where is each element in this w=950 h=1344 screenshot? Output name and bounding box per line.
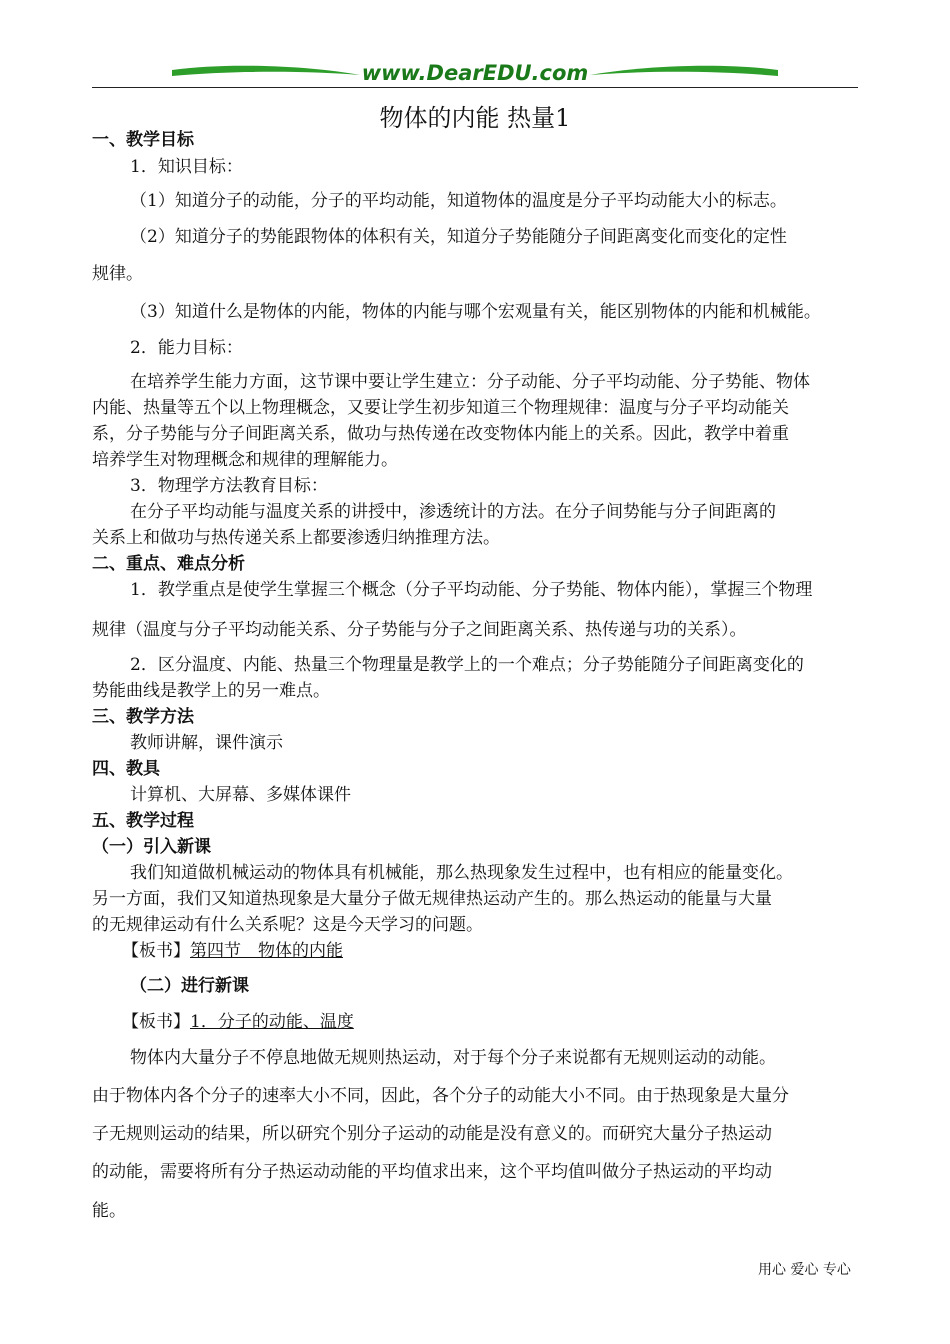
page-footer: 用心 爱心 专心 (758, 1262, 851, 1278)
ability-goal-line2: 内能、热量等五个以上物理概念，又要让学生初步知道三个物理规律：温度与分子平均动能关 (92, 398, 789, 418)
knowledge-goal-2-line2: 规律。 (92, 264, 143, 284)
section-heading-objectives: 一、教学目标 (92, 130, 194, 150)
knowledge-goal-2-line1: （2）知道分子的势能跟物体的体积有关，知道分子势能随分子间距离变化而变化的定性 (130, 227, 787, 247)
lesson-para-line2: 由于物体内各个分子的速率大小不同，因此，各个分子的动能大小不同。由于热现象是大量分 (92, 1086, 789, 1106)
dearedu-logo (170, 58, 780, 88)
keypoint-2-line2: 势能曲线是教学上的另一难点。 (92, 681, 330, 701)
logo-left-swoosh (172, 66, 360, 76)
methods-text: 教师讲解，课件演示 (130, 733, 283, 753)
intro-line1: 我们知道做机械运动的物体具有机械能，那么热现象发生过程中，也有相应的能量变化。 (130, 863, 793, 883)
method-goal-line2: 关系上和做功与热传递关系上都要渗透归纳推理方法。 (92, 528, 500, 548)
knowledge-goal-label: 1．知识目标： (130, 157, 243, 177)
ability-goal-line1: 在培养学生能力方面，这节课中要让学生建立：分子动能、分子平均动能、分子势能、物体 (130, 372, 810, 392)
knowledge-goal-3: （3）知道什么是物体的内能，物体的内能与哪个宏观量有关，能区别物体的内能和机械能。 (130, 302, 821, 322)
board-note-1 (122, 939, 343, 963)
keypoint-2-line1: 2．区分温度、内能、热量三个物理量是教学上的一个难点；分子势能随分子间距离变化的 (130, 655, 804, 675)
subheading-new-lesson: （二）进行新课 (130, 976, 249, 996)
board-tag: 【板书】 (122, 1012, 190, 1032)
ability-goal-label: 2．能力目标： (130, 338, 243, 358)
document-title: 物体的内能 热量1 (379, 104, 571, 132)
method-goal-line1: 在分子平均动能与温度关系的讲授中，渗透统计的方法。在分子间势能与分子间距离的 (130, 502, 776, 522)
keypoint-1-line2: 规律（温度与分子平均动能关系、分子势能与分子之间距离关系、热传递与功的关系）。 (92, 620, 747, 640)
knowledge-goal-1: （1）知道分子的动能，分子的平均动能，知道物体的温度是分子平均动能大小的标志。 (130, 191, 787, 211)
section-heading-keypoints: 二、重点、难点分析 (92, 554, 245, 574)
board-text-kinetic-energy: 1．分子的动能、温度 (190, 1012, 354, 1032)
board-text-section-title: 第四节 物体的内能 (190, 941, 343, 961)
intro-line3: 的无规律运动有什么关系呢？这是今天学习的问题。 (92, 915, 483, 935)
lesson-para-line1: 物体内大量分子不停息地做无规则热运动，对于每个分子来说都有无规则运动的动能。 (130, 1048, 776, 1068)
method-goal-label: 3．物理学方法教育目标： (130, 476, 328, 496)
section-heading-tools: 四、教具 (92, 759, 160, 779)
keypoint-1-line1: 1．教学重点是使学生掌握三个概念（分子平均动能、分子势能、物体内能），掌握三个物理 (130, 580, 813, 600)
tools-text: 计算机、大屏幕、多媒体课件 (130, 785, 351, 805)
logo-right-swoosh (590, 66, 778, 76)
board-tag: 【板书】 (122, 941, 190, 961)
ability-goal-line4: 培养学生对物理概念和规律的理解能力。 (92, 450, 398, 470)
lesson-para-line5: 能。 (92, 1201, 126, 1221)
section-heading-methods: 三、教学方法 (92, 707, 194, 727)
lesson-para-line4: 的动能，需要将所有分子热运动动能的平均值求出来，这个平均值叫做分子热运动的平均动 (92, 1162, 772, 1182)
subheading-introduction: （一）引入新课 (92, 837, 211, 857)
ability-goal-line3: 系，分子势能与分子间距离关系，做功与热传递在改变物体内能上的关系。因此，教学中着重 (92, 424, 789, 444)
lesson-para-line3: 子无规则运动的结果，所以研究个别分子运动的动能是没有意义的。而研究大量分子热运动 (92, 1124, 772, 1144)
header-rule (92, 87, 858, 88)
intro-line2: 另一方面，我们又知道热现象是大量分子做无规律热运动产生的。那么热运动的能量与大量 (92, 889, 772, 909)
logo-text: www.DearEDU.com (361, 61, 589, 85)
board-note-2 (122, 1010, 354, 1034)
section-heading-process: 五、教学过程 (92, 811, 194, 831)
